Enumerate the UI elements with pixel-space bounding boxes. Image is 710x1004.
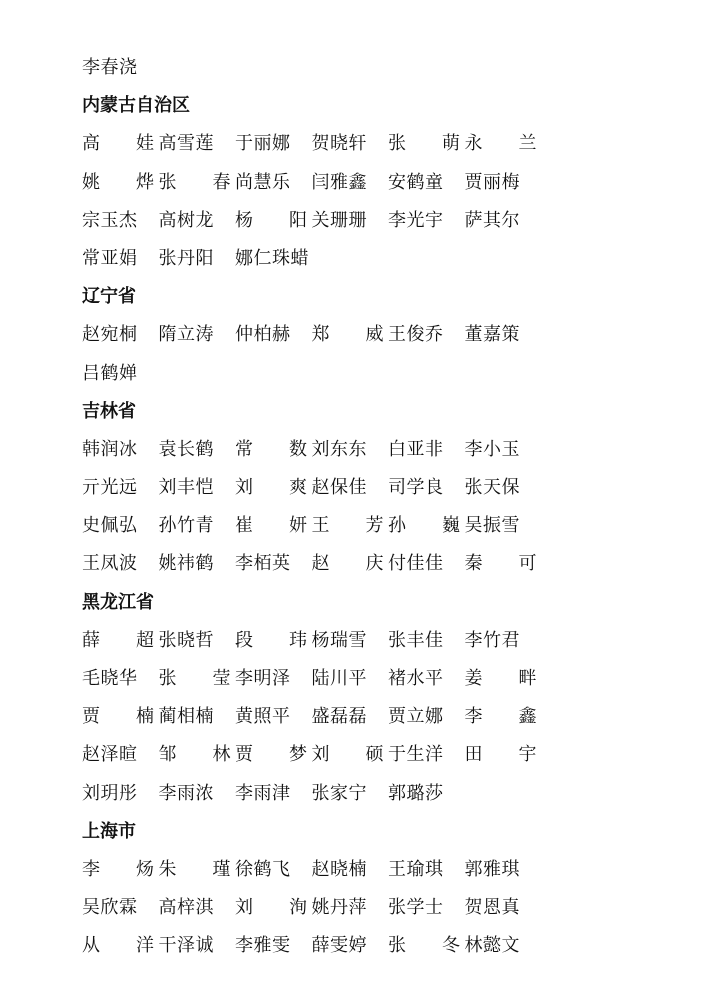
person-name: 宗玉杰 [82, 209, 138, 231]
person-name: 段 玮 [235, 629, 308, 651]
region-section [82, 90, 542, 281]
person-name: 赵晓楠 [311, 858, 367, 880]
person-name: 王凤波 [82, 553, 138, 575]
person-name: 高雪莲 [158, 133, 214, 155]
person-name: 袁长鹤 [158, 438, 214, 460]
name-row [82, 205, 542, 243]
name-row [82, 52, 542, 90]
person-name: 安鹤童 [388, 171, 444, 193]
person-name: 张 萌 [388, 133, 461, 155]
person-name: 常亚娟 [82, 247, 138, 269]
region-section [82, 816, 542, 969]
person-name: 赵 庆 [311, 553, 384, 575]
person-name: 李小玉 [464, 438, 520, 460]
person-name: 萨其尔 [464, 209, 520, 231]
region-section [82, 396, 542, 587]
person-name: 贾丽梅 [464, 171, 520, 193]
name-row [82, 128, 542, 166]
person-name: 张 莹 [158, 668, 231, 689]
person-name: 李春浇 [82, 57, 138, 78]
person-name: 刘 爽 [235, 477, 308, 499]
person-name: 蔺相楠 [158, 706, 214, 728]
name-row [82, 319, 542, 357]
person-name: 褚水平 [388, 668, 444, 689]
person-name: 王 芳 [311, 515, 384, 537]
person-name: 李明泽 [235, 668, 291, 689]
person-name: 贾 楠 [82, 706, 155, 728]
region-heading: 内蒙古自治区 [82, 95, 190, 117]
person-name: 高梓淇 [158, 897, 214, 919]
name-row [82, 472, 542, 510]
person-name: 李雨浓 [158, 782, 214, 804]
person-name: 姚丹萍 [311, 897, 367, 919]
person-name: 张 春 [158, 171, 231, 193]
person-name: 仲柏赫 [235, 324, 291, 346]
person-name: 刘东东 [311, 438, 367, 460]
person-name: 高树龙 [158, 209, 214, 231]
person-name: 隋立涛 [158, 324, 214, 346]
person-name: 孙竹青 [158, 515, 214, 537]
person-name: 刘丰恺 [158, 477, 214, 499]
person-name: 李栢英 [235, 553, 291, 575]
person-name: 邹 林 [158, 744, 231, 766]
person-name: 李光宇 [388, 209, 444, 231]
person-name: 董嘉策 [464, 324, 520, 346]
person-name: 尚慧乐 [235, 171, 291, 193]
person-name: 常 数 [235, 438, 308, 460]
person-name: 张 冬 [388, 935, 461, 957]
person-name: 吕鹤婵 [82, 362, 138, 384]
name-row [82, 701, 542, 739]
person-name: 徐鹤飞 [235, 858, 291, 880]
name-row [82, 243, 542, 281]
person-name: 朱 瑾 [158, 858, 231, 880]
name-row [82, 663, 542, 701]
person-name: 薛雯婷 [311, 935, 367, 957]
name-row [82, 358, 542, 396]
person-name: 崔 妍 [235, 515, 308, 537]
person-name: 杨 阳 [235, 209, 308, 231]
person-name: 李雨津 [235, 782, 291, 804]
person-name: 盛磊磊 [311, 706, 367, 728]
person-name: 贾立娜 [388, 706, 444, 728]
person-name: 林懿文 [464, 935, 520, 957]
person-name: 吴振雪 [464, 515, 520, 537]
person-name: 关珊珊 [311, 209, 367, 231]
person-name: 司学良 [388, 477, 444, 499]
person-name: 付佳佳 [388, 553, 444, 575]
person-name: 郭璐莎 [388, 782, 444, 804]
person-name: 姜 畔 [464, 668, 537, 689]
person-name: 张家宁 [311, 782, 367, 804]
person-name: 毛晓华 [82, 668, 138, 689]
person-name: 秦 可 [464, 553, 537, 575]
person-name: 闫雅鑫 [311, 171, 367, 193]
person-name: 孙 巍 [388, 515, 461, 537]
person-name: 郑 威 [311, 324, 384, 346]
person-name: 干泽诚 [158, 935, 214, 957]
person-name: 陆川平 [311, 668, 367, 689]
person-name: 张丹阳 [158, 247, 214, 269]
person-name: 刘 洵 [235, 897, 308, 919]
person-name: 从 洋 [82, 935, 155, 957]
person-name: 吴欣霖 [82, 897, 138, 919]
name-row [82, 167, 542, 205]
person-name: 李雅雯 [235, 935, 291, 957]
person-name: 永 兰 [464, 133, 537, 155]
person-name: 韩润冰 [82, 438, 138, 460]
person-name: 王俊乔 [388, 324, 444, 346]
region-heading: 上海市 [82, 820, 136, 842]
person-name: 郭雅琪 [464, 858, 520, 880]
name-row [82, 778, 542, 816]
region-section [82, 587, 542, 816]
person-name: 田 宇 [464, 744, 537, 766]
person-name: 王瑜琪 [388, 858, 444, 880]
person-name: 薛 超 [82, 629, 155, 651]
region-heading: 黑龙江省 [82, 591, 154, 613]
person-name: 赵保佳 [311, 477, 367, 499]
person-name: 李 鑫 [464, 706, 537, 728]
person-name: 于丽娜 [235, 133, 291, 155]
region-section [82, 52, 542, 90]
name-row [82, 930, 542, 968]
name-row [82, 548, 542, 586]
person-name: 姚 烨 [82, 171, 155, 193]
person-name: 高 娃 [82, 133, 155, 155]
person-name: 李 炀 [82, 858, 155, 880]
region-section [82, 281, 542, 396]
name-row [82, 434, 542, 472]
person-name: 于生洋 [388, 744, 444, 766]
person-name: 娜仁珠蜡 [235, 247, 309, 269]
person-name: 姚祎鹤 [158, 553, 214, 575]
person-name: 刘 硕 [311, 744, 384, 766]
person-name: 杨瑞雪 [311, 629, 367, 651]
person-name: 张丰佳 [388, 629, 444, 651]
person-name: 贺晓轩 [311, 133, 367, 155]
person-name: 张晓哲 [158, 629, 214, 651]
name-row [82, 854, 542, 892]
region-heading: 吉林省 [82, 400, 136, 422]
person-name: 亓光远 [82, 477, 138, 499]
name-row [82, 739, 542, 777]
name-row [82, 892, 542, 930]
name-list-document [82, 52, 542, 969]
person-name: 张学士 [388, 897, 444, 919]
person-name: 刘玥彤 [82, 782, 138, 804]
name-row [82, 510, 542, 548]
person-name: 赵泽暄 [82, 744, 138, 766]
person-name: 张天保 [464, 477, 520, 499]
region-heading: 辽宁省 [82, 286, 136, 308]
person-name: 白亚非 [388, 438, 444, 460]
person-name: 贾 梦 [235, 744, 308, 766]
person-name: 黄照平 [235, 706, 291, 728]
name-row [82, 625, 542, 663]
person-name: 史佩弘 [82, 515, 138, 537]
person-name: 赵宛桐 [82, 324, 138, 346]
person-name: 贺恩真 [464, 897, 520, 919]
person-name: 李竹君 [464, 629, 520, 651]
